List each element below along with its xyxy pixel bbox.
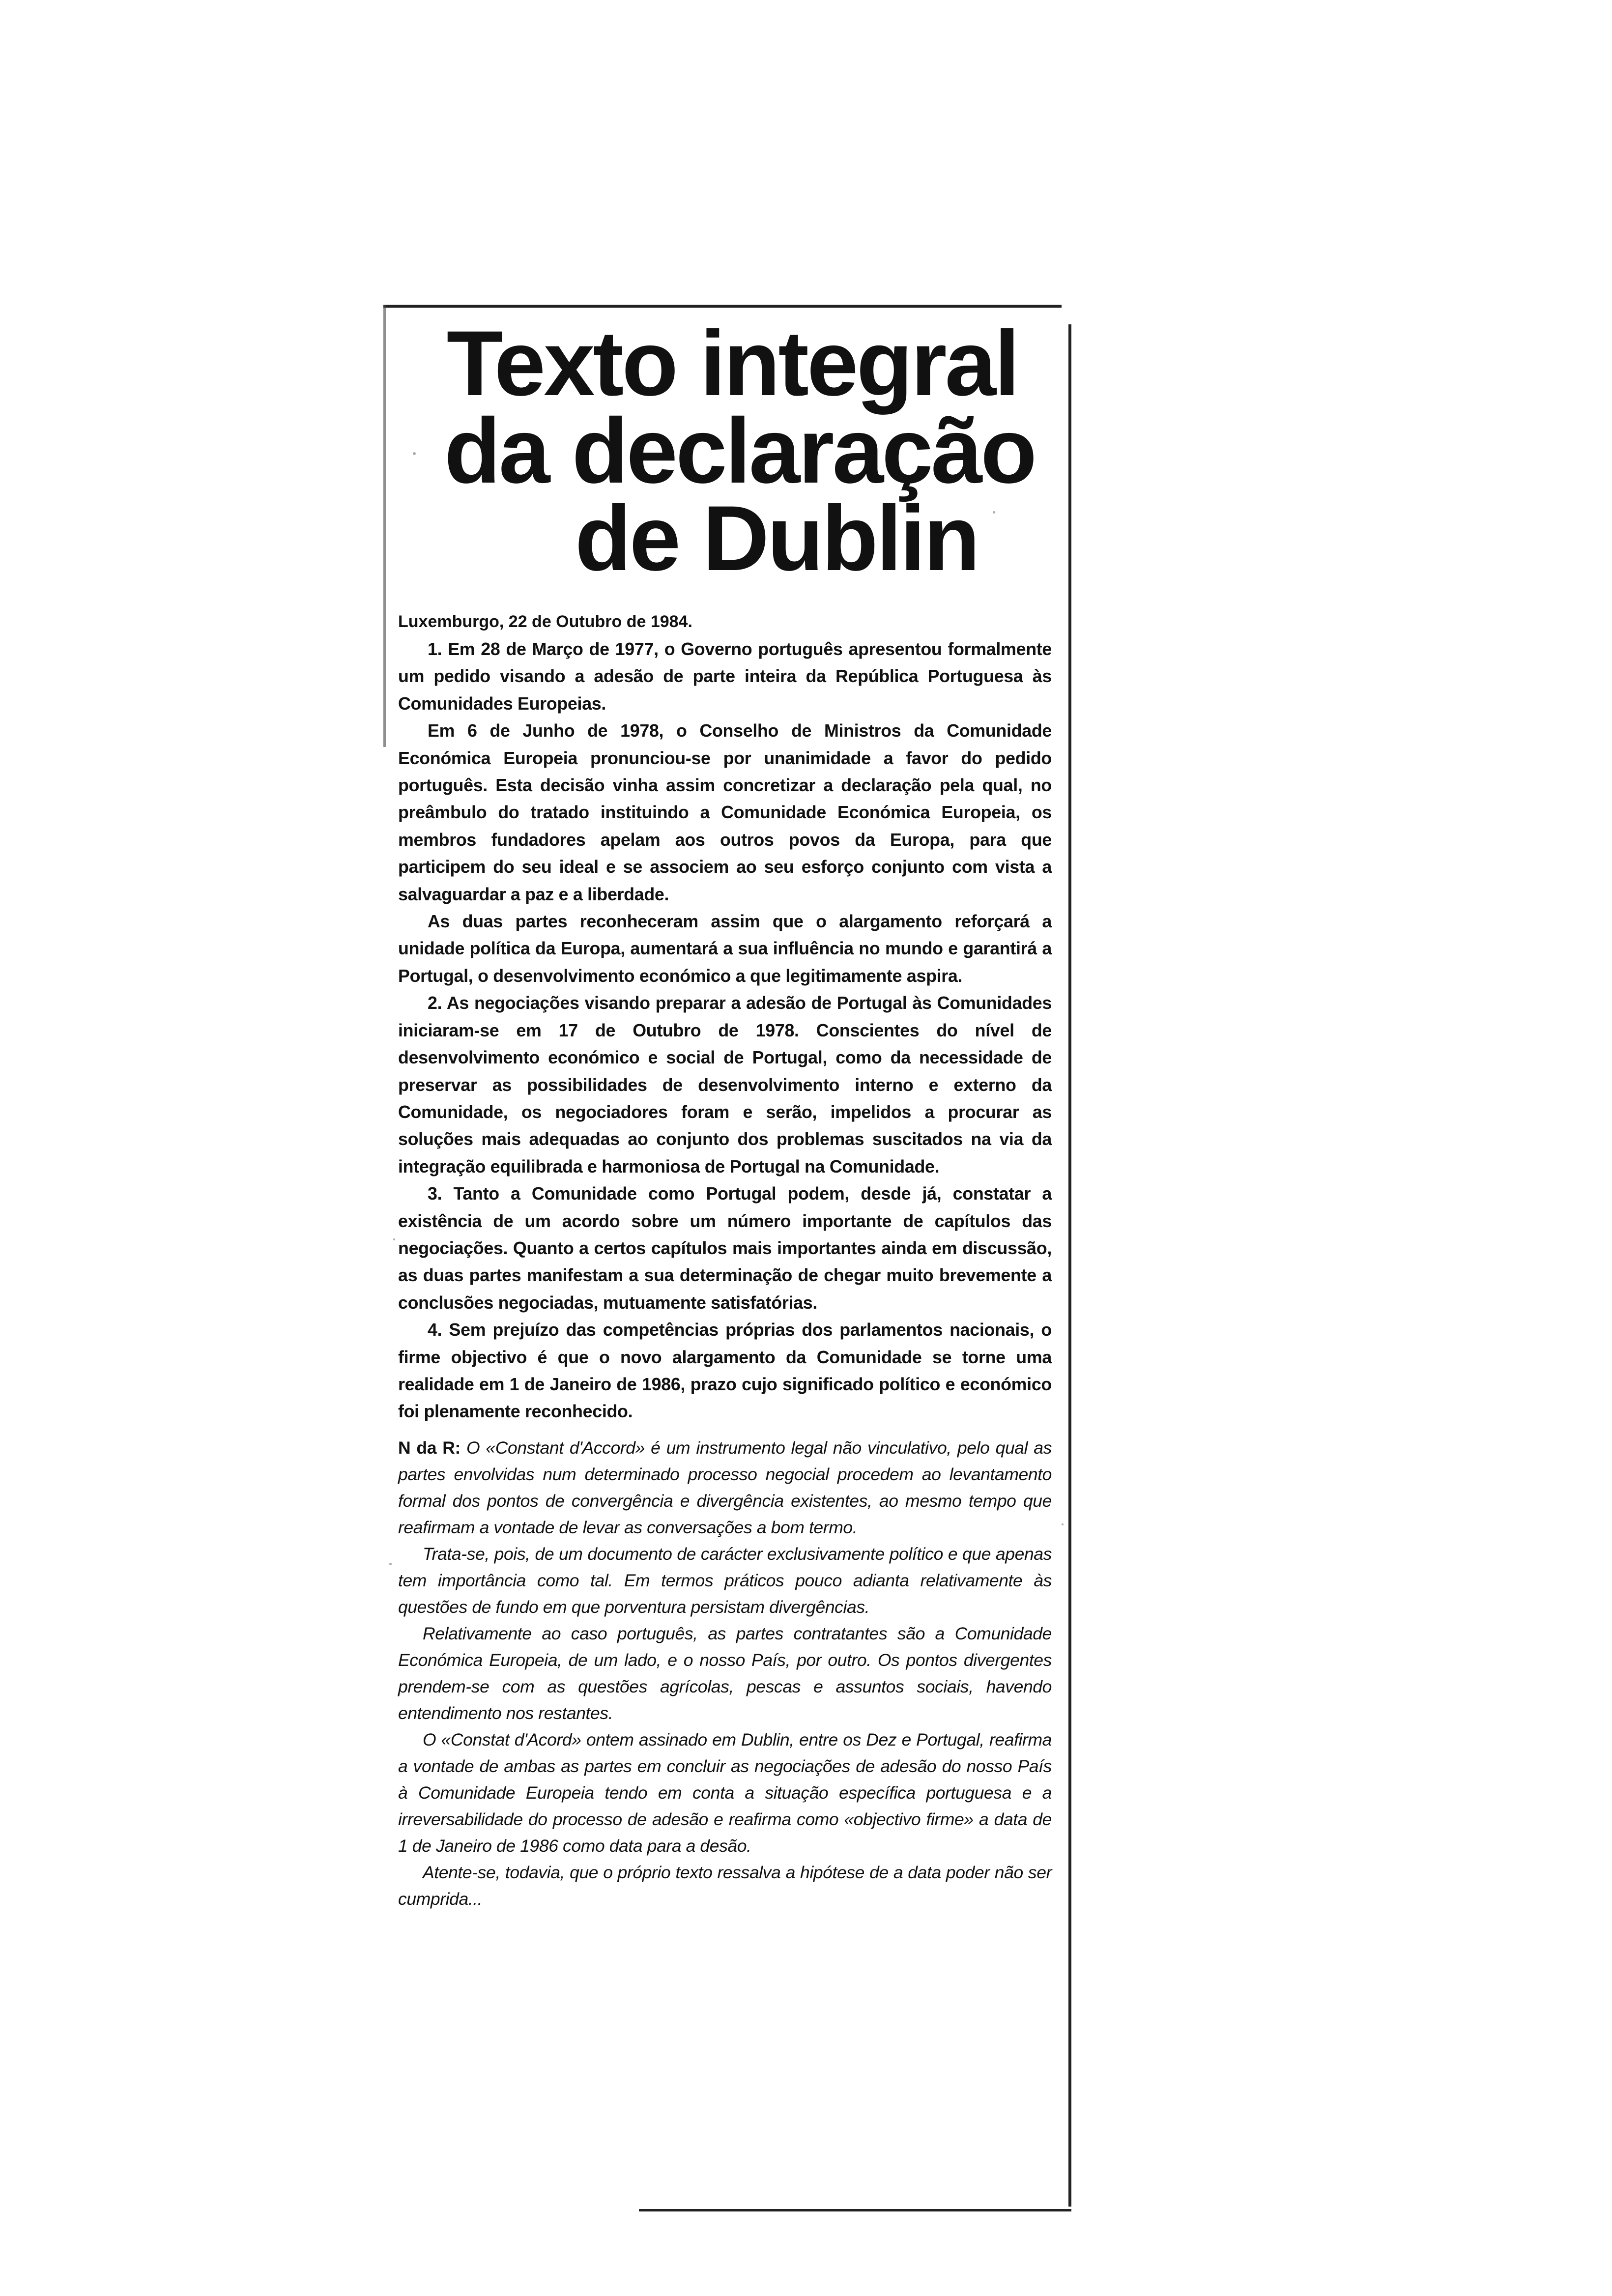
- note-paragraph-3: Relativamente ao caso português, as partes contratantes são a Comunidade Económica Europeia, de um lado, e o nosso País, por outro. Os pontos divergentes prendem-se com as questões agrícolas, pescas e assuntos sociais, havendo entendimento nos restantes.: [398, 1623, 1052, 1723]
- note-paragraph-5: Atente-se, todavia, que o próprio texto ressalva a hipótese de a data poder não ser cumprida...: [398, 1862, 1052, 1909]
- headline: [403, 312, 1062, 590]
- paragraph-6: 4. Sem prejuízo das competências próprias dos parlamentos nacionais, o firme objectivo é que o novo alargamento da Comunidade se torne uma realidade em 1 de Janeiro de 1986, prazo cujo significado político e económico foi plenamente reconhecido.: [398, 1320, 1052, 1422]
- paragraph-5: 3. Tanto a Comunidade como Portugal podem, desde já, constatar a existência de um acordo sobre um número importante de capítulos das negociações. Quanto a certos capítulos mais importantes ainda em discussão, as duas partes manifestam a sua determinação de chegar muito brevemente a conclusões negociadas, mutuamente satisfatórias.: [398, 1184, 1052, 1313]
- paragraph-4: 2. As negociações visando preparar a adesão de Portugal às Comunidades iniciaram-se em 17 de Outubro de 1978. Conscientes do nível de desenvolvimento económico e social de Portugal, como da necessidade de preservar as possibilidades de desenvolvimento interno e externo da Comunidade, os negociadores foram e serão, impelidos a procurar as soluções mais adequadas ao conjunto dos problemas suscitados na via da integração equilibrada e harmoniosa de Portugal na Comunidade.: [398, 993, 1052, 1177]
- scan-speck: [393, 1238, 395, 1240]
- scan-speck: [389, 1563, 392, 1565]
- headline-line-2: da declaração: [444, 399, 1036, 502]
- paragraph-2: Em 6 de Junho de 1978, o Conselho de Ministros da Comunidade Económica Europeia pronunciou-se por unanimidade a favor do pedido português. Esta decisão vinha assim concretizar a declaração pela qual, no preâmbulo do tratado instituindo a Comunidade Económica Europeia, os membros fundadores apelam aos outros povos da Europa, para que participem do seu ideal e se associem ao seu esforço conjunto com vista a salvaguardar a paz e a liberdade.: [398, 721, 1052, 904]
- newspaper-clipping: [383, 305, 1071, 2211]
- paragraph-1: 1. Em 28 de Março de 1977, o Governo português apresentou formalmente um pedido visando a adesão de parte inteira da República Portuguesa às Comunidades Europeias.: [398, 639, 1052, 714]
- scan-speck: [993, 511, 995, 514]
- note-paragraph-1-text: O «Constant d'Accord» é um instrumento legal não vinculativo, pelo qual as partes envolvidas num determinado processo negocial procedem ao levantamento formal dos pontos de convergência e divergência existentes, ao mesmo tempo que reafirmam a vontade de levar as conversações a bom termo.: [398, 1437, 1052, 1537]
- editor-note: [398, 1435, 1052, 1912]
- note-paragraph-1: [398, 1435, 1052, 1541]
- clipping-border-left: [383, 305, 386, 747]
- paragraph-3: As duas partes reconheceram assim que o alargamento reforçará a unidade política da Europa, aumentará a sua influência no mundo e garantirá a Portugal, o desenvolvimento económico a que legitimamente aspira.: [398, 912, 1052, 986]
- headline-line-3: de Dublin: [575, 487, 979, 590]
- note-paragraph-2: Trata-se, pois, de um documento de carácter exclusivamente político e que apenas tem importância como tal. Em termos práticos pouco adianta relativamente às questões de fundo em que porventura persistam divergências.: [398, 1544, 1052, 1617]
- article-body: [398, 609, 1052, 1912]
- clipping-border-right: [1068, 324, 1071, 2207]
- scan-speck: [413, 452, 416, 455]
- clipping-border-top: [383, 305, 1062, 308]
- clipping-border-bottom: [639, 2209, 1071, 2211]
- dateline: Luxemburgo, 22 de Outubro de 1984.: [398, 612, 692, 631]
- note-lead: N da R:: [398, 1437, 461, 1458]
- scan-speck: [1062, 1523, 1064, 1525]
- note-paragraph-4: O «Constat d'Acord» ontem assinado em Dublin, entre os Dez e Portugal, reafirma a vontade de ambas as partes em concluir as negociações de adesão do nosso País à Comunidade Europeia tendo em conta a situação específica portuguesa e a irreversabilidade do processo de adesão e reafirma como «objectivo firme» a data de 1 de Janeiro de 1986 como data para a desão.: [398, 1729, 1052, 1856]
- headline-line-1: Texto integral: [446, 312, 1018, 415]
